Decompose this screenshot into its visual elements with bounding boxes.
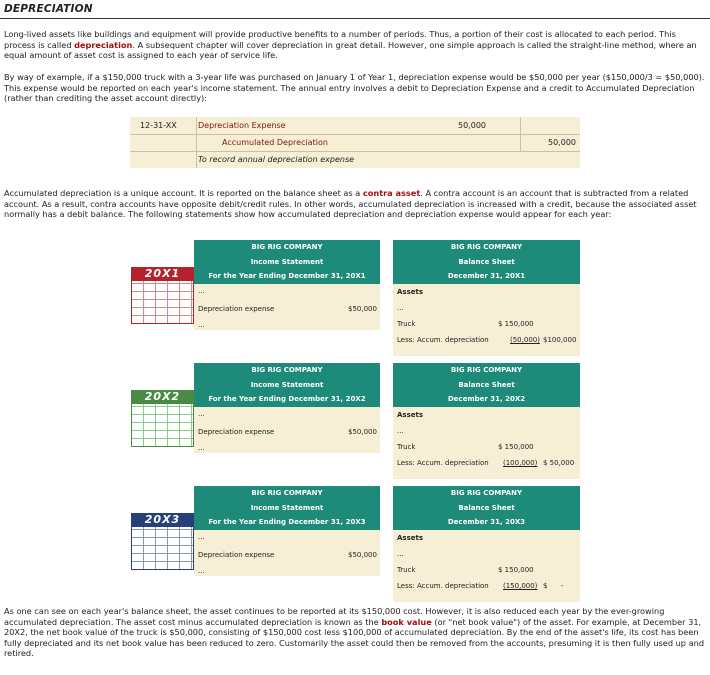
term-contra-asset: contra asset — [362, 188, 421, 198]
journal-date: 12-31-XX — [140, 117, 197, 168]
year-1-calendar-icon: 20X1 — [131, 267, 194, 325]
term-depreciation: depreciation — [74, 39, 133, 50]
paragraph-book-value: As one can see on each year's balance sheet, the asset continues to be reported at its $150,000 cost. However, it is also reduced each year by the ever-growing accumulated depreciation. The asset cost minus accumulated depreciation is known as the book value (or "net book value") of the asset. For example, at December 31, 20X2, the net book value of the truck is $50,000, consisting of $150,000 cost less $100,000 of accumulated depreciation. By the end of the asset's life, its cost has been fully depreciated and its net book value has been reduced to zero. Customarily the asset could then be removed from the accounts, presuming it is then fully used up and retired. — [4, 606, 705, 658]
balance-sheet-1-body: Assets ... Truck $ 150,000 Less: Accum. depreciation (50,000) $100,000 — [393, 284, 580, 356]
journal-debit-account: Depreciation Expense — [198, 121, 286, 130]
balance-sheet-1-header: BIG RIG COMPANY Balance Sheet December 31, 20X1 — [393, 240, 580, 284]
income-statement-1-body: ... Depreciation expense $50,000 ... — [194, 284, 380, 330]
balance-sheet-2-body: Assets ... Truck $ 150,000 Less: Accum. depreciation (100,000) $ 50,000 — [393, 407, 580, 479]
income-statement-3-header: BIG RIG COMPANY Income Statement For the Year Ending December 31, 20X3 — [194, 486, 380, 530]
income-statement-3-body: ... Depreciation expense $50,000 ... — [194, 530, 380, 576]
journal-credit-account: Accumulated Depreciation — [222, 138, 328, 147]
journal-memo: To record annual depreciation expense — [198, 155, 355, 164]
balance-sheet-3-header: BIG RIG COMPANY Balance Sheet December 31, 20X3 — [393, 486, 580, 530]
journal-credit-amount: 50,000 — [548, 138, 576, 147]
term-book-value: book value — [381, 616, 432, 627]
income-statement-2-header: BIG RIG COMPANY Income Statement For the Year Ending December 31, 20X2 — [194, 363, 380, 407]
paragraph-example: By way of example, if a $150,000 truck with a 3-year life was purchased on January 1 of Year 1, depreciation expense would be $50,000 per year ($150,000/3 = $50,000). This expense would be reported on each year's income statement. The annual entry involves a debit to Depreciation Expense and a credit to Accumulated Depreciation (rather than crediting the asset account directly): — [4, 72, 705, 103]
year-3-calendar-icon: 20X3 — [131, 513, 194, 571]
year-2-calendar-icon: 20X2 — [131, 390, 194, 448]
page-title: DEPRECIATION — [4, 3, 93, 15]
balance-sheet-2-header: BIG RIG COMPANY Balance Sheet December 31, 20X2 — [393, 363, 580, 407]
journal-entry — [130, 117, 580, 168]
balance-sheet-3-body: Assets ... Truck $ 150,000 Less: Accum. depreciation (150,000) $ - — [393, 530, 580, 602]
paragraph-intro: Long-lived assets like buildings and equipment will provide productive benefits to a number of periods. Thus, a portion of their cost is allocated to each period. This process is called depreciation. A subsequent chapter will cover depreciation in great detail. However, one simple approach is called the straight-line method, where an equal amount of asset cost is assigned to each year of service life. — [4, 29, 697, 60]
journal-debit-amount: 50,000 — [458, 121, 486, 130]
paragraph-contra-asset: Accumulated depreciation is a unique account. It is reported on the balance sheet as a contra asset. A contra account is an account that is subtracted from a related account. As a result, contra accounts have opposite debit/credit rules. In other words, accumulated depreciation is increased with a credit, because the associated asset normally has a debit balance. The following statements show how accumulated depreciation and depreciation expense would appear for each year: — [4, 188, 697, 219]
income-statement-2-body: ... Depreciation expense $50,000 ... — [194, 407, 380, 453]
title-divider — [0, 18, 710, 19]
income-statement-1-header: BIG RIG COMPANY Income Statement For the Year Ending December 31, 20X1 — [194, 240, 380, 284]
